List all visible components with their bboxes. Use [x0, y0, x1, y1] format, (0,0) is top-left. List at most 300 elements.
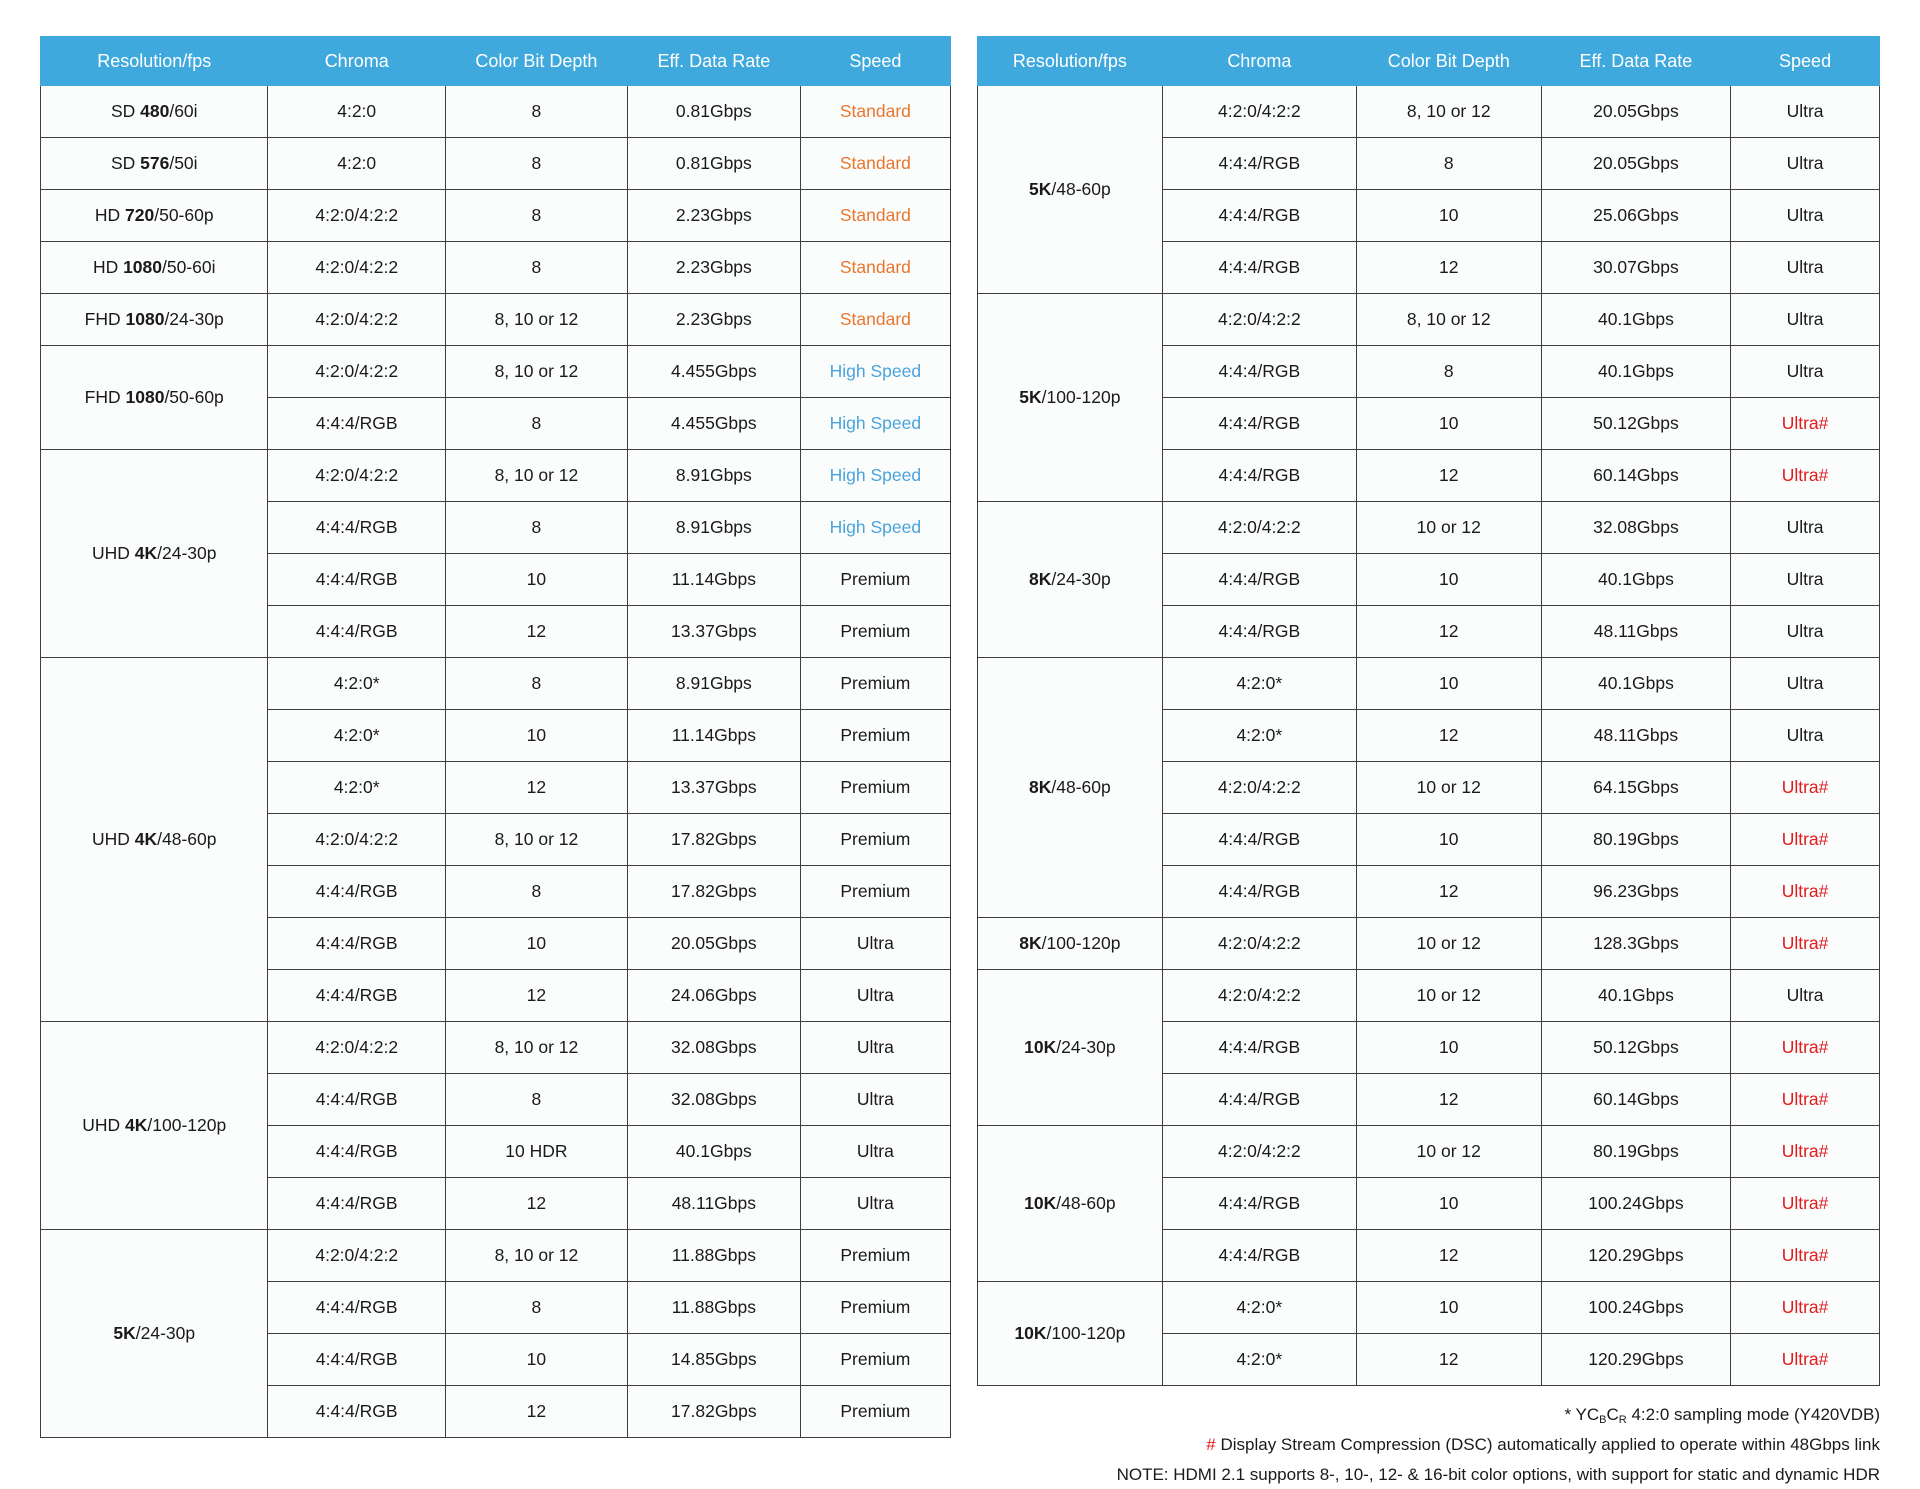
table-row: [41, 450, 951, 502]
table-row: [41, 1022, 951, 1074]
cell-speed: Standard: [800, 86, 950, 138]
resolution-prefix: UHD: [82, 1115, 125, 1135]
cell-speed: Standard: [800, 138, 950, 190]
cell-speed: Premium: [800, 1230, 950, 1282]
cell-color-bit-depth: 10: [1356, 398, 1541, 450]
resolution-suffix: /48-60p: [1051, 179, 1110, 199]
header-resolution-fps: Resolution/fps: [41, 37, 268, 86]
cell-eff-data-rate: 32.08Gbps: [1541, 502, 1730, 554]
cell-speed: Standard: [800, 294, 950, 346]
resolution-suffix: /24-30p: [157, 543, 216, 563]
cell-resolution: [41, 138, 268, 190]
table-row: [977, 658, 1879, 710]
cell-chroma: 4:2:0/4:2:2: [1162, 502, 1356, 554]
cell-chroma: 4:4:4/RGB: [1162, 814, 1356, 866]
cell-speed: Premium: [800, 1334, 950, 1386]
cell-eff-data-rate: 11.14Gbps: [627, 554, 800, 606]
resolution-suffix: /50-60p: [154, 205, 213, 225]
cell-eff-data-rate: 50.12Gbps: [1541, 1022, 1730, 1074]
cell-speed: Premium: [800, 1386, 950, 1438]
footnote-sub-r: R: [1619, 1414, 1627, 1426]
cell-chroma: 4:4:4/RGB: [268, 1386, 445, 1438]
cell-color-bit-depth: 12: [1356, 242, 1541, 294]
cell-speed: Ultra#: [1731, 762, 1880, 814]
cell-chroma: 4:2:0/4:2:2: [268, 1230, 445, 1282]
cell-chroma: 4:2:0/4:2:2: [268, 450, 445, 502]
table-row: [41, 346, 951, 398]
cell-eff-data-rate: 30.07Gbps: [1541, 242, 1730, 294]
resolution-bold: 720: [125, 205, 154, 225]
cell-color-bit-depth: 8, 10 or 12: [1356, 294, 1541, 346]
cell-chroma: 4:4:4/RGB: [268, 1178, 445, 1230]
cell-chroma: 4:2:0/4:2:2: [268, 814, 445, 866]
resolution-bold: 8K: [1029, 569, 1051, 589]
cell-color-bit-depth: 12: [1356, 710, 1541, 762]
resolution-prefix: HD: [95, 205, 125, 225]
cell-resolution: [977, 1126, 1162, 1282]
cell-resolution: [977, 658, 1162, 918]
resolution-prefix: FHD: [85, 387, 126, 407]
cell-chroma: 4:4:4/RGB: [1162, 606, 1356, 658]
cell-color-bit-depth: 8: [445, 190, 627, 242]
cell-speed: Ultra#: [1731, 450, 1880, 502]
cell-eff-data-rate: 25.06Gbps: [1541, 190, 1730, 242]
cell-speed: Ultra#: [1731, 918, 1880, 970]
cell-chroma: 4:4:4/RGB: [268, 1282, 445, 1334]
resolution-bold: 8K: [1019, 933, 1041, 953]
cell-speed: High Speed: [800, 450, 950, 502]
cell-speed: Ultra: [800, 1074, 950, 1126]
cell-color-bit-depth: 12: [1356, 1230, 1541, 1282]
resolution-bold: 5K: [113, 1323, 135, 1343]
table-row: [41, 658, 951, 710]
cell-resolution: [41, 86, 268, 138]
left-table-body: [41, 86, 951, 1438]
cell-eff-data-rate: 14.85Gbps: [627, 1334, 800, 1386]
cell-color-bit-depth: 12: [445, 1178, 627, 1230]
cell-eff-data-rate: 20.05Gbps: [1541, 138, 1730, 190]
cell-chroma: 4:2:0/4:2:2: [268, 294, 445, 346]
cell-chroma: 4:2:0/4:2:2: [268, 346, 445, 398]
cell-resolution: [41, 658, 268, 1022]
cell-eff-data-rate: 13.37Gbps: [627, 762, 800, 814]
cell-chroma: 4:4:4/RGB: [268, 1126, 445, 1178]
resolution-bold: 10K: [1024, 1193, 1056, 1213]
header-chroma: Chroma: [268, 37, 445, 86]
cell-color-bit-depth: 8: [445, 398, 627, 450]
footnote-note: NOTE: HDMI 2.1 supports 8-, 10-, 12- & 16-bit color options, with support for static and dynamic HDR: [977, 1460, 1880, 1489]
cell-resolution: [977, 294, 1162, 502]
cell-speed: High Speed: [800, 346, 950, 398]
cell-eff-data-rate: 40.1Gbps: [627, 1126, 800, 1178]
right-table-head: [977, 37, 1879, 86]
cell-color-bit-depth: 10 or 12: [1356, 1126, 1541, 1178]
cell-speed: Standard: [800, 190, 950, 242]
header-speed: Speed: [1731, 37, 1880, 86]
cell-speed: Ultra: [800, 1126, 950, 1178]
table-row: [977, 294, 1879, 346]
table-row: [977, 86, 1879, 138]
cell-resolution: [41, 346, 268, 450]
tables-container: [40, 36, 1880, 1489]
cell-speed: Ultra#: [1731, 866, 1880, 918]
cell-chroma: 4:2:0/4:2:2: [268, 1022, 445, 1074]
cell-speed: Premium: [800, 1282, 950, 1334]
cell-color-bit-depth: 12: [445, 762, 627, 814]
footnotes: [977, 1400, 1880, 1489]
cell-eff-data-rate: 8.91Gbps: [627, 658, 800, 710]
cell-color-bit-depth: 8: [445, 658, 627, 710]
header-color-bit-depth: Color Bit Depth: [1356, 37, 1541, 86]
footnote-hash-text: Display Stream Compression (DSC) automatically applied to operate within 48Gbps link: [1216, 1435, 1880, 1454]
cell-eff-data-rate: 32.08Gbps: [627, 1022, 800, 1074]
resolution-suffix: /48-60p: [1051, 777, 1110, 797]
cell-speed: Ultra: [800, 970, 950, 1022]
resolution-bold: 4K: [135, 829, 157, 849]
footnote-sub-b: B: [1599, 1414, 1606, 1426]
resolution-prefix: SD: [111, 101, 140, 121]
cell-eff-data-rate: 128.3Gbps: [1541, 918, 1730, 970]
resolution-suffix: /100-120p: [1042, 387, 1121, 407]
resolution-bold: 10K: [1014, 1323, 1046, 1343]
cell-chroma: 4:4:4/RGB: [268, 1074, 445, 1126]
cell-color-bit-depth: 12: [445, 970, 627, 1022]
cell-eff-data-rate: 32.08Gbps: [627, 1074, 800, 1126]
resolution-suffix: /24-30p: [164, 309, 223, 329]
cell-eff-data-rate: 8.91Gbps: [627, 502, 800, 554]
cell-chroma: 4:4:4/RGB: [268, 398, 445, 450]
cell-resolution: [41, 294, 268, 346]
cell-speed: Ultra: [1731, 554, 1880, 606]
right-table-wrapper: [977, 36, 1880, 1489]
resolution-prefix: UHD: [92, 829, 135, 849]
resolution-suffix: /48-60p: [157, 829, 216, 849]
table-row: [977, 918, 1879, 970]
right-table-body: [977, 86, 1879, 1386]
cell-chroma: 4:2:0*: [268, 710, 445, 762]
cell-eff-data-rate: 17.82Gbps: [627, 814, 800, 866]
resolution-prefix: FHD: [85, 309, 126, 329]
cell-color-bit-depth: 8, 10 or 12: [445, 450, 627, 502]
cell-eff-data-rate: 96.23Gbps: [1541, 866, 1730, 918]
cell-color-bit-depth: 8: [445, 1074, 627, 1126]
resolution-suffix: /100-120p: [147, 1115, 226, 1135]
cell-chroma: 4:4:4/RGB: [1162, 398, 1356, 450]
left-table-wrapper: [40, 36, 951, 1438]
table-row: [41, 294, 951, 346]
cell-chroma: 4:2:0: [268, 138, 445, 190]
resolution-bold: 5K: [1029, 179, 1051, 199]
resolution-bold: 8K: [1029, 777, 1051, 797]
cell-speed: Premium: [800, 814, 950, 866]
cell-color-bit-depth: 10 or 12: [1356, 970, 1541, 1022]
cell-resolution: [41, 1022, 268, 1230]
right-header-row: [977, 37, 1879, 86]
resolution-suffix: /100-120p: [1042, 933, 1121, 953]
resolution-suffix: /60i: [169, 101, 197, 121]
footnote-asterisk-mid: C: [1607, 1405, 1619, 1424]
cell-speed: Ultra: [1731, 86, 1880, 138]
cell-speed: Ultra: [1731, 502, 1880, 554]
cell-chroma: 4:2:0/4:2:2: [268, 242, 445, 294]
cell-color-bit-depth: 8, 10 or 12: [445, 814, 627, 866]
right-resolution-table: [977, 36, 1880, 1386]
cell-color-bit-depth: 10 or 12: [1356, 502, 1541, 554]
cell-chroma: 4:2:0/4:2:2: [1162, 970, 1356, 1022]
resolution-suffix: /24-30p: [136, 1323, 195, 1343]
cell-color-bit-depth: 12: [1356, 866, 1541, 918]
cell-color-bit-depth: 12: [1356, 450, 1541, 502]
footnote-asterisk: [977, 1400, 1880, 1430]
cell-eff-data-rate: 20.05Gbps: [1541, 86, 1730, 138]
cell-chroma: 4:2:0/4:2:2: [1162, 762, 1356, 814]
cell-speed: Ultra: [1731, 294, 1880, 346]
cell-eff-data-rate: 20.05Gbps: [627, 918, 800, 970]
cell-speed: High Speed: [800, 398, 950, 450]
cell-speed: Standard: [800, 242, 950, 294]
cell-color-bit-depth: 10 or 12: [1356, 762, 1541, 814]
cell-chroma: 4:4:4/RGB: [268, 606, 445, 658]
cell-chroma: 4:4:4/RGB: [1162, 1178, 1356, 1230]
cell-eff-data-rate: 80.19Gbps: [1541, 814, 1730, 866]
footnote-hash-symbol: #: [1206, 1435, 1215, 1454]
cell-chroma: 4:2:0*: [1162, 1282, 1356, 1334]
cell-chroma: 4:4:4/RGB: [1162, 1074, 1356, 1126]
cell-eff-data-rate: 48.11Gbps: [1541, 710, 1730, 762]
cell-eff-data-rate: 64.15Gbps: [1541, 762, 1730, 814]
cell-eff-data-rate: 100.24Gbps: [1541, 1178, 1730, 1230]
cell-color-bit-depth: 8, 10 or 12: [445, 1230, 627, 1282]
cell-color-bit-depth: 8: [445, 1282, 627, 1334]
cell-eff-data-rate: 8.91Gbps: [627, 450, 800, 502]
cell-speed: Premium: [800, 762, 950, 814]
cell-chroma: 4:4:4/RGB: [268, 866, 445, 918]
cell-eff-data-rate: 48.11Gbps: [627, 1178, 800, 1230]
cell-eff-data-rate: 13.37Gbps: [627, 606, 800, 658]
cell-color-bit-depth: 10: [445, 554, 627, 606]
cell-color-bit-depth: 10: [1356, 190, 1541, 242]
cell-eff-data-rate: 2.23Gbps: [627, 190, 800, 242]
header-resolution-fps: Resolution/fps: [977, 37, 1162, 86]
table-row: [41, 1230, 951, 1282]
cell-chroma: 4:2:0/4:2:2: [1162, 294, 1356, 346]
cell-speed: Ultra#: [1731, 1282, 1880, 1334]
footnote-asterisk-prefix: * YC: [1565, 1405, 1600, 1424]
resolution-bold: 1080: [123, 257, 162, 277]
cell-chroma: 4:2:0*: [1162, 1334, 1356, 1386]
header-eff-data-rate: Eff. Data Rate: [1541, 37, 1730, 86]
cell-color-bit-depth: 10: [1356, 814, 1541, 866]
cell-eff-data-rate: 48.11Gbps: [1541, 606, 1730, 658]
cell-eff-data-rate: 100.24Gbps: [1541, 1282, 1730, 1334]
cell-resolution: [41, 242, 268, 294]
table-row: [977, 970, 1879, 1022]
cell-speed: Premium: [800, 658, 950, 710]
cell-color-bit-depth: 10: [445, 1334, 627, 1386]
header-speed: Speed: [800, 37, 950, 86]
cell-color-bit-depth: 10: [1356, 658, 1541, 710]
cell-speed: Ultra: [800, 1178, 950, 1230]
cell-resolution: [977, 86, 1162, 294]
cell-speed: Ultra#: [1731, 398, 1880, 450]
cell-chroma: 4:4:4/RGB: [1162, 346, 1356, 398]
resolution-suffix: /24-30p: [1051, 569, 1110, 589]
cell-eff-data-rate: 4.455Gbps: [627, 346, 800, 398]
resolution-prefix: UHD: [92, 543, 135, 563]
cell-chroma: 4:4:4/RGB: [1162, 554, 1356, 606]
cell-speed: Ultra: [1731, 710, 1880, 762]
cell-color-bit-depth: 8: [1356, 346, 1541, 398]
table-row: [41, 138, 951, 190]
resolution-bold: 4K: [125, 1115, 147, 1135]
cell-color-bit-depth: 8: [445, 242, 627, 294]
cell-speed: Ultra#: [1731, 1074, 1880, 1126]
cell-color-bit-depth: 12: [1356, 1334, 1541, 1386]
cell-eff-data-rate: 2.23Gbps: [627, 294, 800, 346]
cell-chroma: 4:4:4/RGB: [268, 554, 445, 606]
cell-color-bit-depth: 8: [445, 86, 627, 138]
cell-color-bit-depth: 8: [445, 502, 627, 554]
cell-speed: Ultra: [1731, 970, 1880, 1022]
cell-speed: Ultra: [800, 918, 950, 970]
cell-speed: Ultra: [1731, 606, 1880, 658]
cell-speed: Ultra: [1731, 242, 1880, 294]
cell-speed: Ultra#: [1731, 1126, 1880, 1178]
header-chroma: Chroma: [1162, 37, 1356, 86]
cell-resolution: [977, 1282, 1162, 1386]
left-resolution-table: [40, 36, 951, 1438]
resolution-suffix: /48-60p: [1056, 1193, 1115, 1213]
cell-chroma: 4:4:4/RGB: [1162, 1022, 1356, 1074]
cell-resolution: [977, 970, 1162, 1126]
cell-color-bit-depth: 12: [1356, 606, 1541, 658]
cell-eff-data-rate: 40.1Gbps: [1541, 658, 1730, 710]
cell-speed: Ultra#: [1731, 1334, 1880, 1386]
cell-eff-data-rate: 80.19Gbps: [1541, 1126, 1730, 1178]
cell-chroma: 4:4:4/RGB: [1162, 242, 1356, 294]
cell-resolution: [41, 1230, 268, 1438]
cell-chroma: 4:4:4/RGB: [1162, 138, 1356, 190]
header-color-bit-depth: Color Bit Depth: [445, 37, 627, 86]
cell-eff-data-rate: 11.88Gbps: [627, 1282, 800, 1334]
cell-chroma: 4:4:4/RGB: [268, 918, 445, 970]
cell-eff-data-rate: 60.14Gbps: [1541, 450, 1730, 502]
resolution-bold: 1080: [126, 309, 165, 329]
table-row: [41, 242, 951, 294]
cell-resolution: [41, 190, 268, 242]
left-header-row: [41, 37, 951, 86]
cell-speed: Premium: [800, 554, 950, 606]
cell-color-bit-depth: 10 or 12: [1356, 918, 1541, 970]
table-row: [977, 1282, 1879, 1334]
resolution-suffix: /50-60p: [164, 387, 223, 407]
cell-chroma: 4:2:0*: [1162, 710, 1356, 762]
cell-eff-data-rate: 17.82Gbps: [627, 866, 800, 918]
cell-eff-data-rate: 11.88Gbps: [627, 1230, 800, 1282]
cell-resolution: [977, 502, 1162, 658]
cell-chroma: 4:4:4/RGB: [268, 970, 445, 1022]
cell-chroma: 4:2:0*: [1162, 658, 1356, 710]
cell-chroma: 4:4:4/RGB: [1162, 190, 1356, 242]
table-row: [977, 1126, 1879, 1178]
cell-color-bit-depth: 10 HDR: [445, 1126, 627, 1178]
cell-speed: Premium: [800, 710, 950, 762]
cell-eff-data-rate: 120.29Gbps: [1541, 1230, 1730, 1282]
cell-chroma: 4:2:0*: [268, 658, 445, 710]
cell-color-bit-depth: 8, 10 or 12: [1356, 86, 1541, 138]
resolution-suffix: /50-60i: [162, 257, 216, 277]
cell-color-bit-depth: 12: [445, 1386, 627, 1438]
resolution-suffix: /100-120p: [1047, 1323, 1126, 1343]
cell-speed: Premium: [800, 866, 950, 918]
table-row: [41, 190, 951, 242]
cell-eff-data-rate: 17.82Gbps: [627, 1386, 800, 1438]
cell-speed: Ultra#: [1731, 1022, 1880, 1074]
cell-color-bit-depth: 10: [445, 918, 627, 970]
cell-speed: Ultra: [800, 1022, 950, 1074]
table-row: [41, 86, 951, 138]
cell-eff-data-rate: 40.1Gbps: [1541, 970, 1730, 1022]
cell-speed: Ultra: [1731, 190, 1880, 242]
cell-speed: Ultra#: [1731, 1178, 1880, 1230]
table-row: [977, 502, 1879, 554]
resolution-bold: 576: [140, 153, 169, 173]
cell-color-bit-depth: 8: [1356, 138, 1541, 190]
cell-color-bit-depth: 10: [1356, 1178, 1541, 1230]
resolution-prefix: SD: [111, 153, 140, 173]
cell-chroma: 4:4:4/RGB: [268, 502, 445, 554]
cell-color-bit-depth: 10: [445, 710, 627, 762]
cell-resolution: [977, 918, 1162, 970]
cell-color-bit-depth: 8: [445, 866, 627, 918]
cell-color-bit-depth: 8: [445, 138, 627, 190]
header-eff-data-rate: Eff. Data Rate: [627, 37, 800, 86]
cell-chroma: 4:4:4/RGB: [1162, 866, 1356, 918]
left-table-head: [41, 37, 951, 86]
cell-speed: Premium: [800, 606, 950, 658]
cell-eff-data-rate: 0.81Gbps: [627, 138, 800, 190]
resolution-bold: 5K: [1019, 387, 1041, 407]
cell-chroma: 4:2:0/4:2:2: [1162, 1126, 1356, 1178]
resolution-suffix: /50i: [169, 153, 197, 173]
cell-chroma: 4:2:0: [268, 86, 445, 138]
cell-eff-data-rate: 24.06Gbps: [627, 970, 800, 1022]
cell-speed: Ultra#: [1731, 814, 1880, 866]
cell-color-bit-depth: 10: [1356, 554, 1541, 606]
footnote-asterisk-suffix: 4:2:0 sampling mode (Y420VDB): [1627, 1405, 1880, 1424]
cell-chroma: 4:2:0/4:2:2: [1162, 86, 1356, 138]
cell-chroma: 4:4:4/RGB: [268, 1334, 445, 1386]
cell-eff-data-rate: 4.455Gbps: [627, 398, 800, 450]
cell-chroma: 4:2:0/4:2:2: [1162, 918, 1356, 970]
cell-resolution: [41, 450, 268, 658]
cell-chroma: 4:4:4/RGB: [1162, 1230, 1356, 1282]
resolution-bold: 480: [140, 101, 169, 121]
cell-chroma: 4:2:0*: [268, 762, 445, 814]
resolution-suffix: /24-30p: [1056, 1037, 1115, 1057]
resolution-prefix: HD: [93, 257, 123, 277]
cell-speed: Ultra: [1731, 658, 1880, 710]
resolution-bold: 10K: [1024, 1037, 1056, 1057]
cell-color-bit-depth: 12: [445, 606, 627, 658]
cell-speed: High Speed: [800, 502, 950, 554]
cell-eff-data-rate: 120.29Gbps: [1541, 1334, 1730, 1386]
cell-color-bit-depth: 8, 10 or 12: [445, 346, 627, 398]
cell-eff-data-rate: 2.23Gbps: [627, 242, 800, 294]
cell-color-bit-depth: 12: [1356, 1074, 1541, 1126]
cell-color-bit-depth: 8, 10 or 12: [445, 294, 627, 346]
resolution-bold: 4K: [135, 543, 157, 563]
